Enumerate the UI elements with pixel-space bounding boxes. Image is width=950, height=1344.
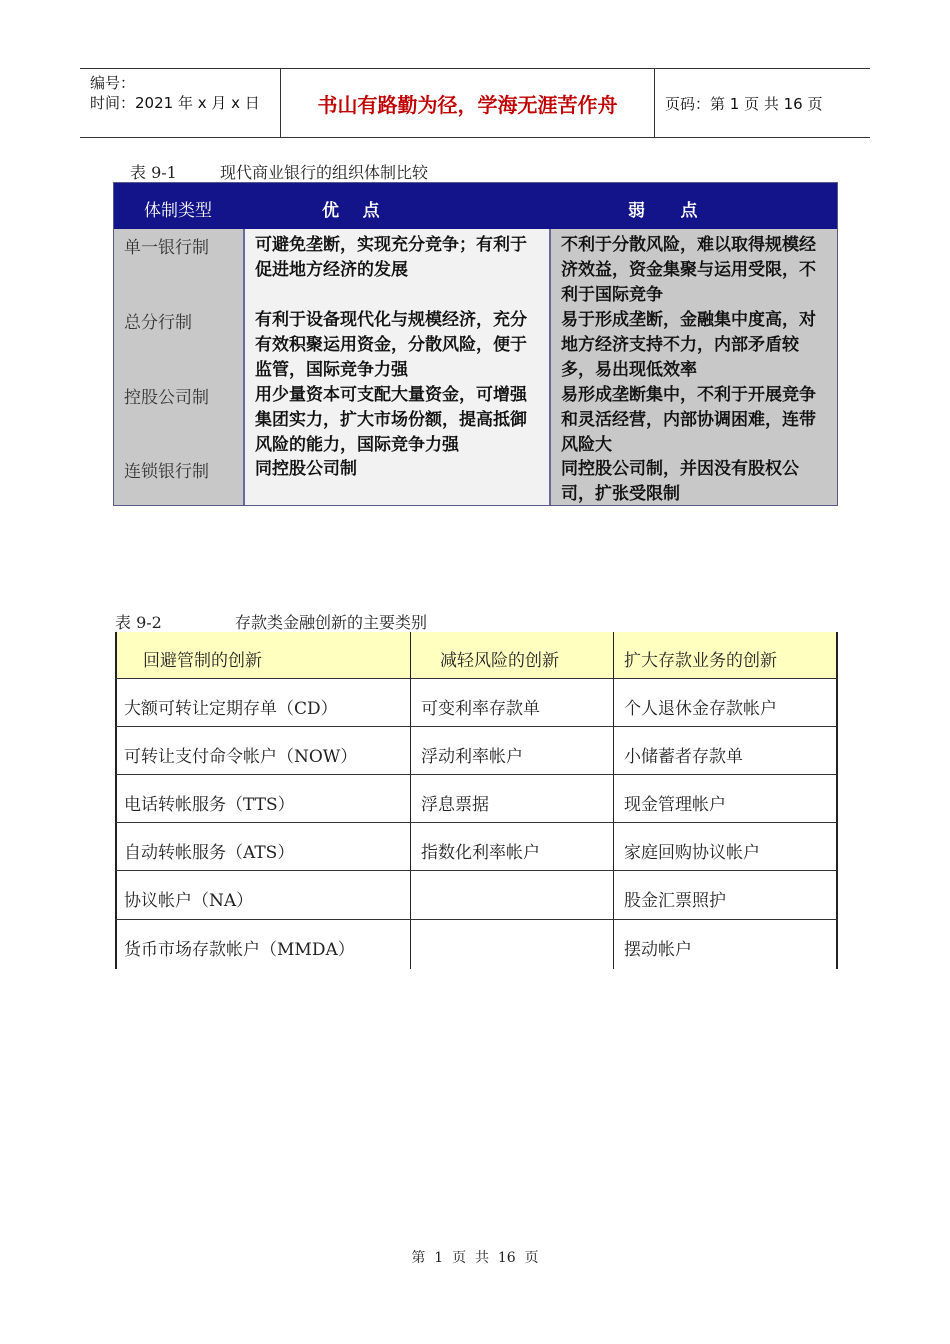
table1-header-type: 体制类型 — [144, 201, 212, 221]
page-header — [80, 68, 870, 138]
table1-pros-cell: 用少量资本可支配大量资金，可增强集团实力，扩大市场份额，提高抵御风险的能力，国际竞争力强 — [255, 385, 527, 455]
table2-caption-title: 存款类金融创新的主要类别 — [235, 613, 428, 632]
table2-cell: 协议帐户（NA） — [124, 891, 254, 911]
table2-cell: 现金管理帐户 — [624, 795, 726, 815]
table2-cell: 货币市场存款帐户（MMDA） — [124, 940, 355, 960]
table1-pros-column — [245, 229, 551, 505]
time-label: 时间：2021 年 x 月 x 日 — [90, 94, 260, 112]
table1-header-cons: 弱 点 — [628, 201, 698, 221]
table2-header-cell: 回避管制的创新 — [143, 651, 262, 671]
table2-cell: 浮息票据 — [421, 795, 489, 815]
table1-pros-cell: 有利于设备现代化与规模经济，充分有效积聚运用资金，分散风险，便于监管，国际竞争力强 — [255, 310, 527, 380]
table1-caption-title: 现代商业银行的组织体制比较 — [220, 163, 429, 182]
table1-cons-cell: 同控股公司制，并因没有股权公司，扩张受限制 — [561, 459, 799, 504]
table1-type-cell: 单一银行制 — [124, 238, 209, 258]
table2-cell: 指数化利率帐户 — [421, 843, 540, 863]
table1-caption-number: 表 9-1 — [130, 163, 177, 182]
table1-cons-cell: 易形成垄断集中，不利于开展竞争和灵活经营，内部协调困难，连带风险大 — [561, 385, 816, 455]
header-meta — [80, 69, 281, 137]
table2-cell: 浮动利率帐户 — [421, 747, 523, 767]
table2-row-divider — [115, 822, 838, 823]
table1-cons-column — [551, 229, 837, 505]
table2-cell: 自动转帐服务（ATS） — [124, 843, 295, 863]
table2-cell: 可变利率存款单 — [421, 699, 540, 719]
table1-type-cell: 控股公司制 — [124, 388, 209, 408]
table2-row-divider — [115, 870, 838, 871]
table2-row-divider — [115, 678, 838, 679]
table2-header-cell: 减轻风险的创新 — [440, 651, 559, 671]
table2-cell: 大额可转让定期存单（CD） — [124, 699, 338, 719]
table2-header-cell: 扩大存款业务的创新 — [624, 651, 777, 671]
table1-type-cell: 连锁银行制 — [124, 462, 209, 482]
table2-row-divider — [115, 774, 838, 775]
page-footer: 第 1 页 共 16 页 — [411, 1250, 539, 1266]
table1-cons-cell: 不利于分散风险，难以取得规模经济效益，资金集聚与运用受限，不利于国际竞争 — [561, 235, 816, 305]
table1-header-pros: 优 点 — [322, 201, 380, 221]
table2-row-divider — [115, 919, 838, 920]
table2-caption-number: 表 9-2 — [115, 613, 162, 632]
table2-cell: 可转让支付命令帐户（NOW） — [124, 747, 358, 767]
table1-pros-cell: 同控股公司制 — [255, 459, 357, 479]
header-motto: 书山有路勤为径，学海无涯苦作舟 — [281, 69, 655, 137]
header-page-info: 页码：第 1 页 共 16 页 — [665, 94, 823, 113]
table1-cons-cell: 易于形成垄断，金融集中度高，对地方经济支持不力，内部矛盾较多，易出现低效率 — [561, 310, 816, 380]
bank-organization-table — [113, 182, 838, 506]
deposit-innovation-table — [115, 632, 838, 969]
table2-cell: 股金汇票照护 — [624, 891, 726, 911]
table2-cell: 摆动帐户 — [624, 940, 692, 960]
table2-caption — [115, 610, 515, 632]
table1-pros-cell: 可避免垄断，实现充分竞争；有利于促进地方经济的发展 — [255, 235, 527, 280]
table1-type-column — [114, 229, 245, 505]
table1-type-cell: 总分行制 — [124, 313, 192, 333]
table2-cell: 小储蓄者存款单 — [624, 747, 743, 767]
number-label: 编号： — [90, 74, 136, 92]
table2-cell: 电话转帐服务（TTS） — [124, 795, 295, 815]
table1-caption — [130, 160, 530, 182]
table2-cell: 个人退休金存款帐户 — [624, 699, 777, 719]
table2-cell: 家庭回购协议帐户 — [624, 843, 760, 863]
table2-row-divider — [115, 726, 838, 727]
table1-header-row — [114, 183, 837, 229]
